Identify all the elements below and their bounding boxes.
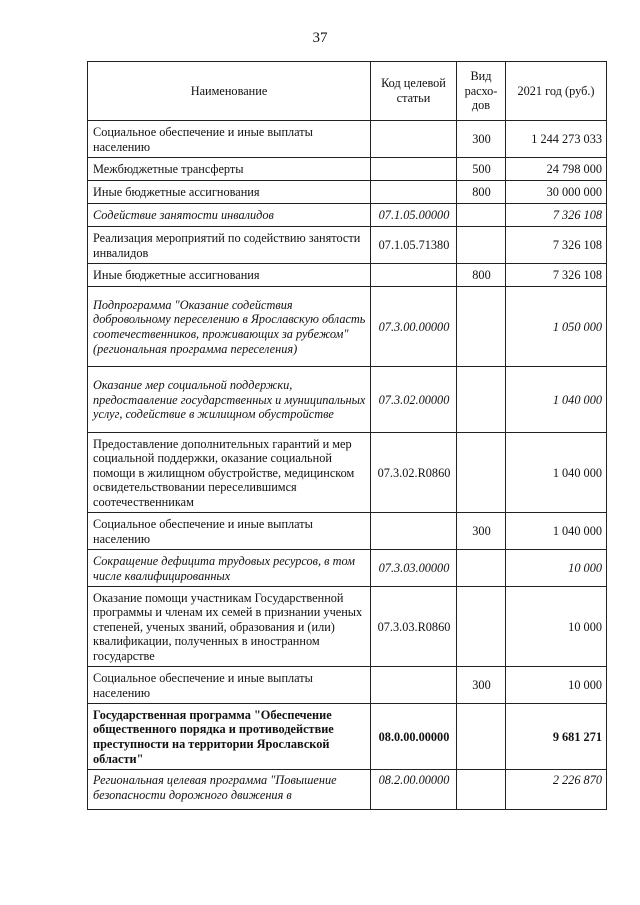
row-code: 08.0.00.00000	[371, 704, 457, 770]
row-code: 07.3.02.00000	[371, 367, 457, 433]
table-row	[88, 704, 607, 770]
row-name: Социальное обеспечение и иные выплаты населению	[88, 121, 371, 158]
row-name: Реализация мероприятий по содействию занятости инвалидов	[88, 227, 371, 264]
row-name: Региональная целевая программа "Повышение безопасности дорожного движения в	[88, 770, 371, 810]
budget-table	[87, 61, 607, 810]
table-row	[88, 204, 607, 227]
row-kind	[457, 587, 506, 667]
row-name: Социальное обеспечение и иные выплаты населению	[88, 667, 371, 704]
row-amount: 9 681 271	[506, 704, 607, 770]
table-row	[88, 264, 607, 287]
row-kind	[457, 770, 506, 810]
row-amount: 1 040 000	[506, 513, 607, 550]
row-amount: 10 000	[506, 550, 607, 587]
table-row	[88, 227, 607, 264]
row-code	[371, 513, 457, 550]
row-name: Государственная программа "Обеспечение общественного порядка и противодействие преступности на территории Ярославской области"	[88, 704, 371, 770]
row-name: Межбюджетные трансферты	[88, 158, 371, 181]
row-kind	[457, 550, 506, 587]
table-row	[88, 121, 607, 158]
table-row	[88, 550, 607, 587]
row-code	[371, 181, 457, 204]
row-amount: 2 226 870	[506, 770, 607, 810]
row-code: 07.3.03.00000	[371, 550, 457, 587]
header-kind: Вид расхо-дов	[457, 62, 506, 121]
header-name: Наименование	[88, 62, 371, 121]
row-kind	[457, 433, 506, 513]
row-name: Оказание помощи участникам Государственной программы и членам их семей в признании ученых степеней, ученых званий, образования и (или) квалификации, полученных в иностранном государстве	[88, 587, 371, 667]
row-amount: 1 244 273 033	[506, 121, 607, 158]
row-amount: 10 000	[506, 587, 607, 667]
table-row	[88, 513, 607, 550]
row-kind	[457, 367, 506, 433]
row-kind	[457, 227, 506, 264]
row-kind	[457, 287, 506, 367]
row-code: 07.3.02.R0860	[371, 433, 457, 513]
row-kind	[457, 204, 506, 227]
row-amount: 1 040 000	[506, 433, 607, 513]
row-code	[371, 264, 457, 287]
row-amount: 24 798 000	[506, 158, 607, 181]
table-header-row	[88, 62, 607, 121]
row-name: Иные бюджетные ассигнования	[88, 181, 371, 204]
row-kind: 300	[457, 121, 506, 158]
table-row	[88, 287, 607, 367]
table-row	[88, 667, 607, 704]
row-name: Сокращение дефицита трудовых ресурсов, в том числе квалифицированных	[88, 550, 371, 587]
row-name: Оказание мер социальной поддержки, предоставление государственных и муниципальных услуг, содействие в жилищном обустройстве	[88, 367, 371, 433]
row-amount: 30 000 000	[506, 181, 607, 204]
row-kind: 300	[457, 513, 506, 550]
row-kind: 500	[457, 158, 506, 181]
row-code: 07.1.05.71380	[371, 227, 457, 264]
row-code: 07.3.03.R0860	[371, 587, 457, 667]
row-name: Содействие занятости инвалидов	[88, 204, 371, 227]
row-amount: 7 326 108	[506, 204, 607, 227]
header-code: Код целевой статьи	[371, 62, 457, 121]
row-kind: 800	[457, 264, 506, 287]
header-amount: 2021 год (руб.)	[506, 62, 607, 121]
row-amount: 7 326 108	[506, 227, 607, 264]
table-row	[88, 181, 607, 204]
table-row	[88, 433, 607, 513]
row-code	[371, 667, 457, 704]
row-name: Иные бюджетные ассигнования	[88, 264, 371, 287]
table-row	[88, 158, 607, 181]
table-row	[88, 367, 607, 433]
row-code	[371, 158, 457, 181]
table-row	[88, 587, 607, 667]
table-row	[88, 770, 607, 810]
row-amount: 1 040 000	[506, 367, 607, 433]
row-amount: 7 326 108	[506, 264, 607, 287]
row-kind: 800	[457, 181, 506, 204]
row-code: 08.2.00.00000	[371, 770, 457, 810]
row-code	[371, 121, 457, 158]
row-amount: 1 050 000	[506, 287, 607, 367]
page-number: 37	[312, 30, 328, 46]
row-kind: 300	[457, 667, 506, 704]
row-amount: 10 000	[506, 667, 607, 704]
row-name: Подпрограмма "Оказание содействия добровольному переселению в Ярославскую область соотечественников, проживающих за рубежом" (региональная программа переселения)	[88, 287, 371, 367]
row-code: 07.3.00.00000	[371, 287, 457, 367]
row-code: 07.1.05.00000	[371, 204, 457, 227]
row-name: Социальное обеспечение и иные выплаты населению	[88, 513, 371, 550]
row-name: Предоставление дополнительных гарантий и мер социальной поддержки, оказание социальной помощи в жилищном обустройстве, медицинском освидетельствовании переселившимся соотечественникам	[88, 433, 371, 513]
row-kind	[457, 704, 506, 770]
